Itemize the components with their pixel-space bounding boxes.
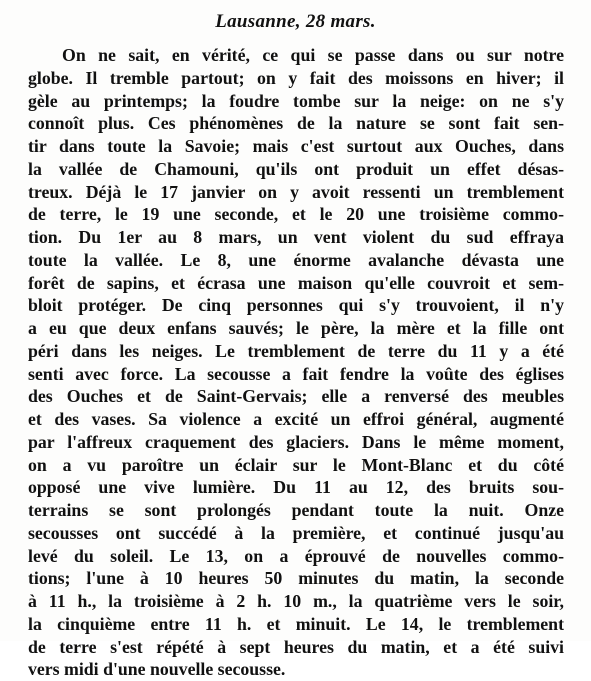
- text-line: tions; l'une à 10 heures 50 minutes du matin, la seconde: [28, 568, 564, 589]
- text-line: de terre s'est répété à sept heures du matin, et a été suivi: [28, 636, 564, 657]
- text-line: globe. Il tremble partout; on y fait des moissons en hiver; il: [28, 67, 564, 88]
- text-line: tion. Du 1er au 8 mars, un vent violent du sud effraya: [28, 227, 564, 247]
- text-line: connoît plus. Ces phénomènes de la nature se sont fait sen-: [28, 113, 564, 134]
- text-line: a eu que deux enfans sauvés; le père, la mère et la fille ont: [28, 318, 564, 338]
- text-line: et des vases. Sa violence a excité un effroi général, augmenté: [28, 409, 564, 429]
- dateline: Lausanne, 28 mars.: [215, 11, 376, 32]
- text-line: à 11 h., la troisième à 2 h. 10 m., la quatrième vers le soir,: [28, 591, 564, 611]
- text-line: la vallée de Chamouni, qu'ils ont produit un effet désas-: [28, 158, 564, 179]
- text-line: on a vu paroître un éclair sur le Mont-Blanc et du côté: [28, 454, 564, 475]
- text-line: forêt de sapins, et écrasa une maison qu'elle couvroit et sem-: [28, 272, 564, 293]
- text-line: On ne sait, en vérité, ce qui se passe dans ou sur notre: [62, 45, 564, 65]
- text-line: toute la vallée. Le 8, une énorme avalanche dévasta une: [28, 249, 564, 270]
- text-line: bloit protéger. De cinq personnes qui s'y trouvoient, il n'y: [28, 295, 564, 316]
- text-line: secousses ont succédé à la première, et continué jusqu'au: [28, 522, 564, 543]
- text-line: terrains se sont prolongés pendant toute la nuit. Onze: [28, 500, 564, 520]
- text-line: levé du soleil. Le 13, on a éprouvé de nouvelles commo-: [28, 545, 564, 566]
- text-line: de terre, le 19 une seconde, et le 20 une troisième commo-: [28, 204, 564, 225]
- text-line: opposé une vive lumière. Du 11 au 12, des bruits sou-: [28, 477, 564, 498]
- text-line: treux. Déjà le 17 janvier on y avoit ressenti un tremblement: [28, 181, 564, 202]
- text-line: vers midi d'une nouvelle secousse.: [28, 659, 286, 680]
- text-line: la cinquième entre 11 h. et minuit. Le 14, le tremblement: [28, 613, 564, 634]
- article-body: [28, 44, 564, 681]
- text-line: senti avec force. La secousse a fait fendre la voûte des églises: [28, 363, 564, 384]
- text-line: péri dans les neiges. Le tremblement de terre du 11 y a été: [28, 340, 564, 361]
- text-line: des Ouches et de Saint-Gervais; elle a renversé des meubles: [28, 386, 564, 407]
- text-line: par l'affreux craquement des glaciers. Dans le même moment,: [28, 431, 564, 452]
- text-line: tir dans toute la Savoie; mais c'est surtout aux Ouches, dans: [28, 136, 564, 156]
- text-line: gèle au printemps; la foudre tombe sur la neige: on ne s'y: [28, 90, 564, 111]
